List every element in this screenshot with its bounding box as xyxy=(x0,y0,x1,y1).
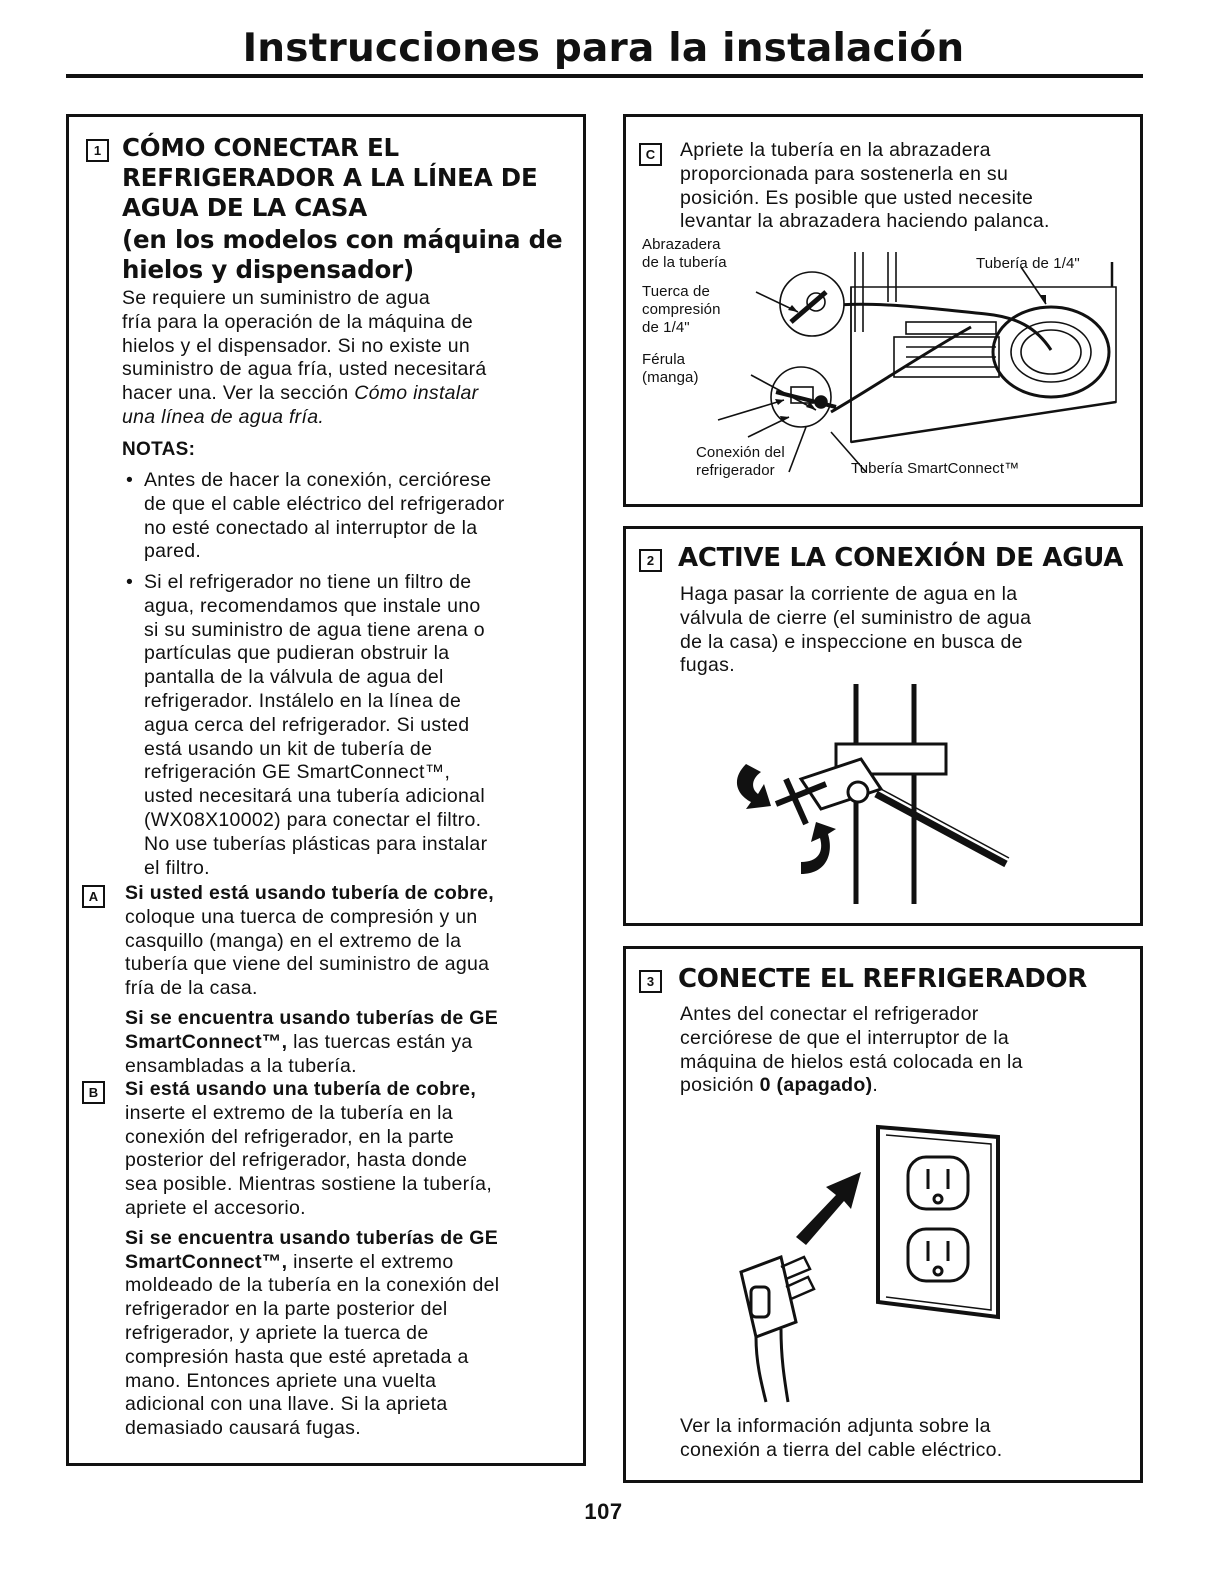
section-1-subtitle: (en los modelos con máquina de hielos y dispensador) xyxy=(122,225,563,284)
page-number: 107 xyxy=(584,1499,623,1524)
note-1: • Antes de hacer la conexión, cerciórese de que el cable eléctrico del refrigerador no esté conectado al interruptor de la pared. xyxy=(122,469,604,564)
section-3-box xyxy=(623,946,1143,1483)
label-ferrule: Férula (manga) xyxy=(642,351,699,386)
label-smartconnect: Tubería SmartConnect™ xyxy=(851,460,1020,477)
step-c-badge: C xyxy=(639,143,662,166)
label-tubing: Tubería de 1/4" xyxy=(976,255,1080,272)
section-number-badge: 2 xyxy=(639,549,662,572)
step-a: A Si usted está usando tubería de cobre, coloque una tuerca de compresión y un casquillo (manga) en el extremo de la tubería que viene del suministro de agua fría de la casa. Si se encuentra usando tuberías de GE SmartConnect™, las tuercas están ya ensambladas a la tubería. xyxy=(69,882,584,1078)
section-1-title: CÓMO CONECTAR EL REFRIGERADOR A LA LÍNEA DE AGUA DE LA CASA xyxy=(122,133,538,222)
label-compression-nut: Tuerca de compresión de 1/4" xyxy=(642,283,721,336)
step-b: B Si está usando una tubería de cobre, inserte el extremo de la tubería en la conexión del refrigerador, en la parte posterior del refrigerador, hasta donde sea posible. Mientras sostiene la tubería, apriete el accesorio. Si se encuentra usando tuberías de GE SmartConnect™, inserte el extremo moldeado de la tubería en la conexión del refrigerador en la parte posterior del refrigerador, y apriete la tuerca de compresión hasta que esté apretada a mano. Entonces apriete una vuelta adicional con una llave. Si la aprieta demasiado causará fugas. xyxy=(69,1078,584,1441)
section-number-badge: 3 xyxy=(639,970,662,993)
section-1-intro: Se requiere un suministro de agua fría para la operación de la máquina de hielos y el dispensador. Si no existe un suministro de agua fría, usted necesitará hacer una. Ver la sección Cómo instalar una línea de agua fría. xyxy=(122,287,487,428)
step-a-badge: A xyxy=(82,885,105,908)
shutoff-valve-diagram xyxy=(716,684,1046,909)
section-1-box xyxy=(66,114,586,1466)
section-2-text: Haga pasar la corriente de agua en la válvula de cierre (el suministro de agua de la casa) e inspeccione en busca de fugas. xyxy=(680,583,1032,677)
section-2-box xyxy=(623,526,1143,926)
step-c-box xyxy=(623,114,1143,507)
section-1-heading xyxy=(86,133,581,285)
label-refrigerator-connection: Conexión del refrigerador xyxy=(696,444,785,479)
step-b-badge: B xyxy=(82,1081,105,1104)
section-2-title: ACTIVE LA CONEXIÓN DE AGUA xyxy=(678,543,1124,573)
section-3-text: Antes del conectar el refrigerador cerciórese de que el interruptor de la máquina de hielos está colocada en la posición 0 (apagado). xyxy=(680,1003,1023,1097)
page-title: Instrucciones para la instalación xyxy=(242,26,965,71)
title-rule xyxy=(66,74,1143,78)
section-3-footer-text: Ver la información adjunta sobre la conexión a tierra del cable eléctrico. xyxy=(680,1415,1003,1461)
section-3-title: CONECTE EL REFRIGERADOR xyxy=(678,964,1087,994)
label-clamp: Abrazadera de la tubería xyxy=(642,236,727,271)
notes-label: NOTAS: xyxy=(122,439,196,460)
section-number-badge: 1 xyxy=(86,139,109,162)
step-c-text: Apriete la tubería en la abrazadera proporcionada para sostenerla en su posición. Es posible que usted necesite levantar la abrazadera haciendo palanca. xyxy=(680,139,1050,233)
note-2: • Si el refrigerador no tiene un filtro de agua, recomendamos que instale uno si su suministro de agua tiene arena o partículas que pudieran obstruir la pantalla de la válvula de agua del refrigerador. Instálelo en la línea de agua cerca del refrigerador. Si usted está usando un kit de tubería de refrigeración GE SmartConnect™, usted necesitará una tubería adicional (WX08X10002) para conectar el filtro. No use tuberías plásticas para instalar el filtro. xyxy=(122,571,604,880)
outlet-plug-diagram xyxy=(726,1117,1006,1407)
